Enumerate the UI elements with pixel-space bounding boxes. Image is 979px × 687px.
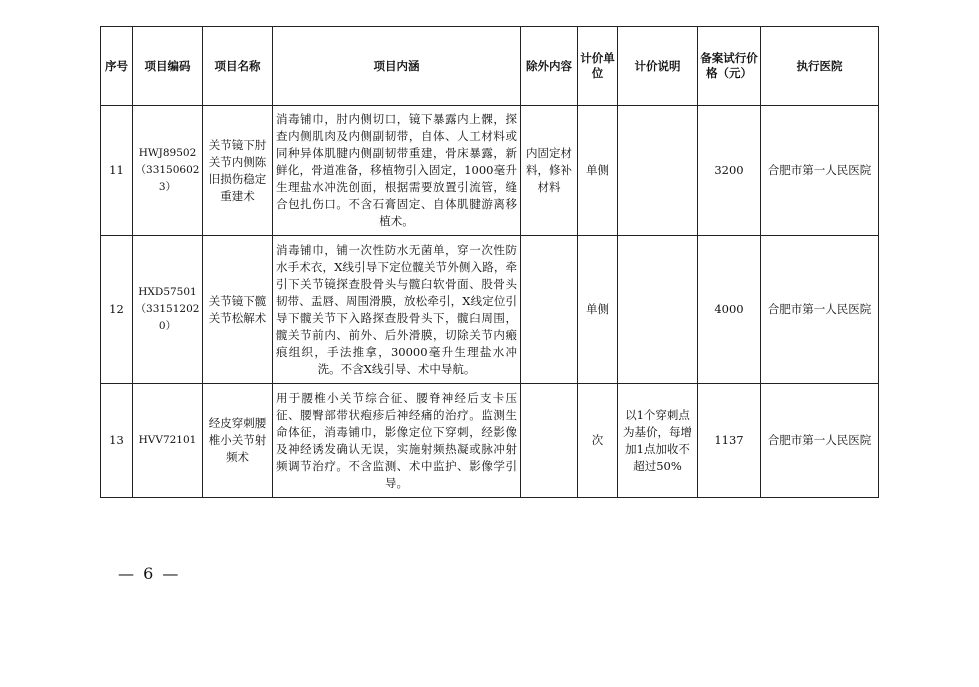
row-content: 消毒铺巾，肘内侧切口，镜下暴露内上髁，探查内侧肌肉及内侧副韧带，自体、人工材料或同种异体肌腱内侧副韧带重建，骨床暴露，新鲜化，骨道准备，移植物引入固定，1000毫升生理盐水冲洗创面，根据需要放置引流管，缝合包扎伤口。不含石膏固定、自体肌腱游离移植术。: [273, 106, 521, 236]
page-number: — 6 —: [118, 564, 181, 583]
column-header-note: 计价说明: [618, 27, 698, 106]
column-header-unit: 计价单位: [578, 27, 618, 106]
row-name: 关节镜下髋关节松解术: [203, 236, 273, 384]
column-header-excluded: 除外内容: [521, 27, 578, 106]
row-name: 经皮穿刺腰椎小关节射频术: [203, 384, 273, 498]
column-header-content: 项目内涵: [273, 27, 521, 106]
table-row: [101, 384, 879, 498]
row-unit: 单侧: [578, 236, 618, 384]
row-code: HXD57501（331512020）: [133, 236, 203, 384]
row-content: 消毒铺巾，铺一次性防水无菌单，穿一次性防水手术衣，X线引导下定位髋关节外侧入路，牵引下关节镜探查股骨头与髋臼软骨面、股骨头韧带、盂唇、周围滑膜，放松牵引，X线定位引导下髋关节下入路探查股骨头下，髋臼周围，髋关节前内、前外、后外滑膜，切除关节内瘢痕组织，手法推拿，30000毫升生理盐水冲洗。不含X线引导、术中导航。: [273, 236, 521, 384]
row-price: 1137: [698, 384, 761, 498]
table-header-row: [101, 27, 879, 106]
row-note: 以1个穿刺点为基价，每增加1点加收不超过50%: [618, 384, 698, 498]
table-row: [101, 106, 879, 236]
column-header-price: 备案试行价格（元）: [698, 27, 761, 106]
row-no: 12: [101, 236, 133, 384]
row-code: HWJ89502（331506023）: [133, 106, 203, 236]
row-note: [618, 106, 698, 236]
column-header-no: 序号: [101, 27, 133, 106]
row-excluded: [521, 384, 578, 498]
column-header-code: 项目编码: [133, 27, 203, 106]
row-no: 11: [101, 106, 133, 236]
row-code: HVV72101: [133, 384, 203, 498]
row-excluded: [521, 236, 578, 384]
row-note: [618, 236, 698, 384]
row-unit: 次: [578, 384, 618, 498]
table-row: [101, 236, 879, 384]
row-no: 13: [101, 384, 133, 498]
fee-table: [100, 26, 879, 498]
column-header-name: 项目名称: [203, 27, 273, 106]
column-header-hospital: 执行医院: [761, 27, 879, 106]
row-excluded: 内固定材料，修补材料: [521, 106, 578, 236]
row-unit: 单侧: [578, 106, 618, 236]
row-price: 3200: [698, 106, 761, 236]
row-name: 关节镜下肘关节内侧陈旧损伤稳定重建术: [203, 106, 273, 236]
row-content: 用于腰椎小关节综合征、腰脊神经后支卡压征、腰臀部带状疱疹后神经痛的治疗。监测生命体征，消毒铺巾，影像定位下穿刺，经影像及神经诱发确认无误，实施射频热凝或脉冲射频调节治疗。不含监测、术中监护、影像学引导。: [273, 384, 521, 498]
row-hospital: 合肥市第一人民医院: [761, 236, 879, 384]
row-hospital: 合肥市第一人民医院: [761, 384, 879, 498]
row-hospital: 合肥市第一人民医院: [761, 106, 879, 236]
row-price: 4000: [698, 236, 761, 384]
